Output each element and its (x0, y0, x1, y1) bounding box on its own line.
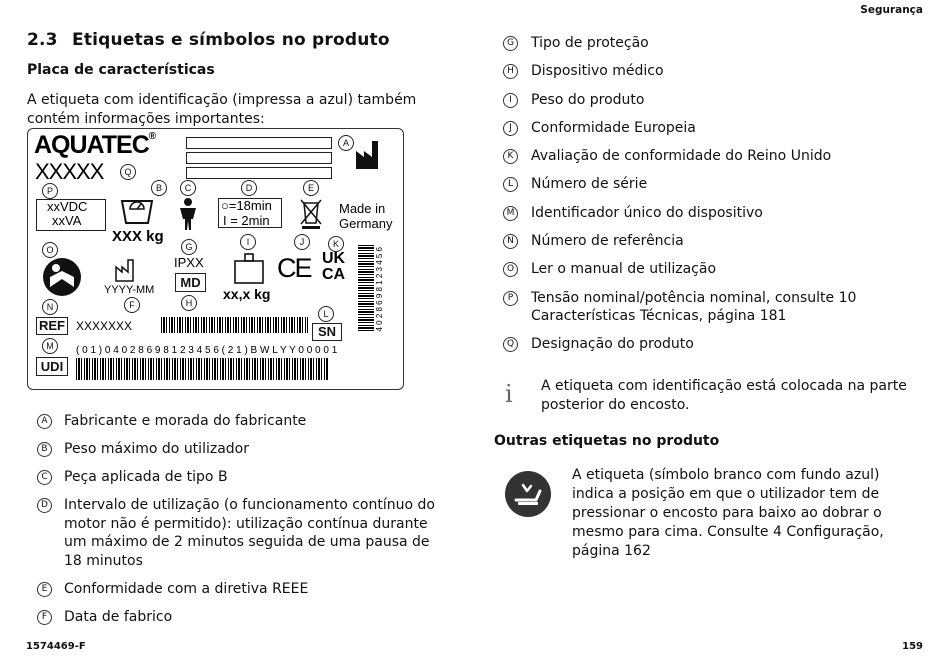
marker-n: N (42, 299, 58, 315)
label-duty-on: ○=18min (221, 198, 272, 213)
list-item: P Tensão nominal/potência nominal, consulte 10 Características Técnicas, página 181 (503, 289, 913, 326)
marker-o: O (42, 242, 58, 258)
label-product-weight: xx,x kg (223, 286, 271, 302)
list-item: B Peso máximo do utilizador (37, 440, 437, 459)
weight-icon (232, 251, 266, 285)
label-md: MD (175, 273, 206, 292)
marker-p: P (42, 183, 58, 199)
list-item: G Tipo de proteção (503, 34, 913, 53)
section-heading (27, 30, 390, 50)
marker-q: Q (120, 164, 136, 180)
label-max-weight: XXX kg (112, 228, 164, 245)
product-label-figure (27, 128, 404, 390)
section-title: Etiquetas e símbolos no produto (72, 30, 390, 50)
label-made-in-2: Germany (339, 216, 393, 231)
rating-plate-heading: Placa de características (27, 62, 215, 78)
udi-barcode (76, 358, 328, 380)
list-item: F Data de fabrico (37, 608, 437, 627)
address-line-3 (186, 167, 332, 179)
address-line-2 (186, 152, 332, 164)
document-id: 1574469-F (26, 641, 86, 652)
marker-b: B (151, 180, 167, 196)
running-header: Segurança (860, 4, 923, 16)
ref-barcode (161, 317, 308, 333)
marker-f: F (124, 297, 140, 313)
address-line-1 (186, 137, 332, 149)
list-item: J Conformidade Europeia (503, 119, 913, 138)
list-item: D Intervalo de utilização (o funcionamento contínuo do motor não é permitido): utilização contínua durante um máximo de 2 minutos seguida de uma pausa de 18 minutos (37, 496, 437, 570)
list-item: O Ler o manual de utilização (503, 260, 913, 279)
right-legend-list (503, 34, 913, 364)
label-ref-value: XXXXXXX (76, 319, 133, 333)
marker-c: C (180, 180, 196, 196)
ref-box: REF (36, 317, 68, 335)
rating-plate-intro: A etiqueta com identificação (impressa a azul) também contém informações importantes: (27, 92, 417, 127)
list-item: L Número de série (503, 175, 913, 194)
label-duty-off: I = 2min (223, 213, 270, 228)
manufacture-date-icon (114, 257, 148, 283)
backrest-press-icon (505, 471, 551, 517)
list-item: E Conformidade com a diretiva REEE (37, 580, 437, 599)
read-manual-icon (42, 257, 82, 297)
label-voltage: xxVDC (47, 199, 88, 214)
marker-k: K (328, 236, 344, 252)
marker-h: H (181, 295, 197, 311)
label-model: XXXXX (35, 159, 104, 184)
manufacturer-icon (354, 137, 388, 171)
list-item: Q Designação do produto (503, 335, 913, 354)
label-ce-mark: CE (277, 253, 311, 283)
left-legend-list (37, 412, 437, 636)
list-item: A Fabricante e morada do fabricante (37, 412, 437, 431)
info-icon: i (505, 380, 513, 408)
list-item: K Avaliação de conformidade do Reino Unido (503, 147, 913, 166)
label-brand: AQUATEC® (34, 131, 156, 159)
label-power: xxVA (52, 213, 82, 228)
weee-bin-icon (298, 197, 324, 229)
page-number: 159 (902, 641, 923, 652)
list-item: N Número de referência (503, 232, 913, 251)
list-item: C Peça aplicada de tipo B (37, 468, 437, 487)
scale-icon (118, 191, 156, 225)
label-udi-text: ( 0 1 ) 0 4 0 2 8 6 9 8 1 2 3 4 5 6 ( 2 1 ) B W L Y Y 0 0 0 0 1 (76, 345, 338, 356)
marker-l: L (318, 306, 334, 322)
marker-d: D (241, 180, 257, 196)
marker-e: E (303, 180, 319, 196)
sn-box: SN (312, 323, 342, 341)
marker-m: M (42, 338, 58, 354)
list-item: I Peso do produto (503, 91, 913, 110)
vertical-barcode (358, 245, 374, 331)
marker-a: A (338, 135, 354, 151)
label-ipx: IPXX (174, 255, 204, 270)
list-item: M Identificador único do dispositivo (503, 204, 913, 223)
marker-i: I (240, 234, 256, 250)
other-labels-heading: Outras etiquetas no produto (494, 433, 720, 449)
label-made-in-1: Made in (339, 201, 386, 216)
other-labels-text: A etiqueta (símbolo branco com fundo azul) indica a posição em que o utilizador tem de pressionar o encosto para baixo ao dobrar o mesmo para cima. Consulte 4 Configuração, página 162 (572, 467, 884, 559)
marker-j: J (294, 234, 310, 250)
udi-box: UDI (36, 357, 68, 376)
note-text: A etiqueta com identificação está colocada na parte posterior do encosto. (541, 378, 907, 413)
vertical-barcode-text: 4 0 2 8 6 9 8 1 2 3 4 5 6 (375, 247, 384, 332)
section-number: 2.3 (27, 30, 58, 50)
list-item: H Dispositivo médico (503, 62, 913, 81)
type-b-icon (176, 197, 200, 231)
marker-g: G (181, 239, 197, 255)
label-date: YYYY-MM (104, 284, 155, 296)
label-ukca-mark: UK CA (322, 250, 346, 283)
